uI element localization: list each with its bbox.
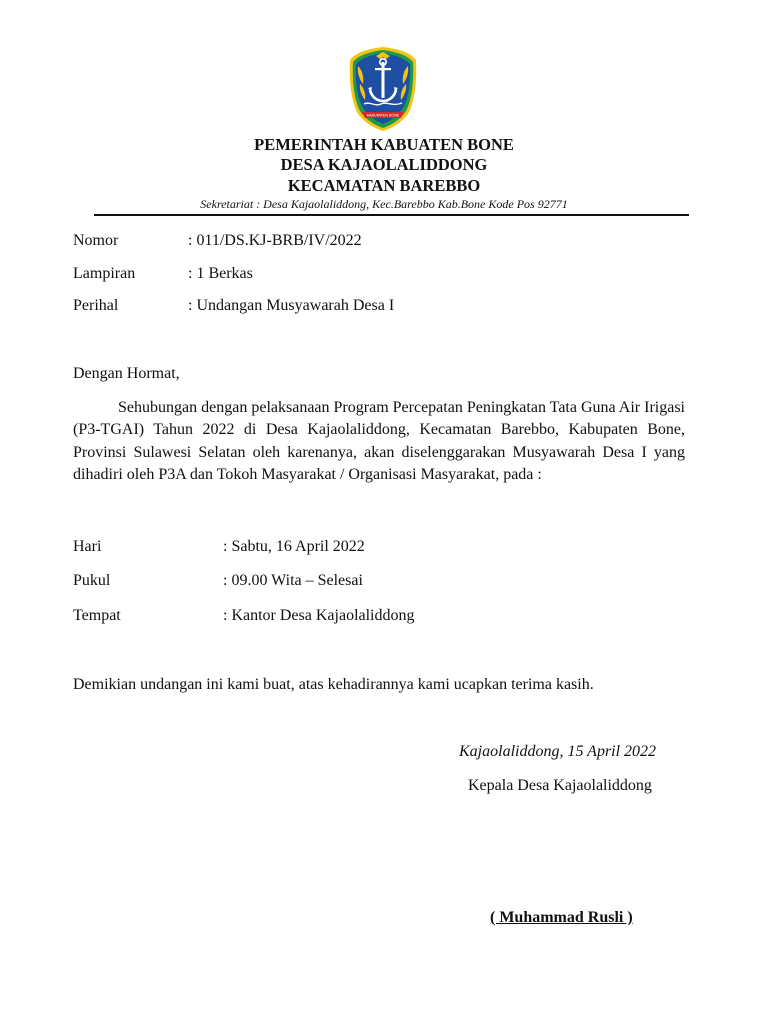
signature-place-date: Kajaolaliddong, 15 April 2022 bbox=[459, 743, 657, 760]
hari-label: Hari bbox=[73, 538, 102, 555]
letterhead-government: PEMERINTAH KABUATEN BONE bbox=[254, 135, 514, 154]
signatory-name: ( Muhammad Rusli ) bbox=[490, 909, 633, 926]
greeting: Dengan Hormat, bbox=[73, 365, 180, 382]
perihal-value: : Undangan Musyawarah Desa I bbox=[188, 297, 395, 314]
tempat-value: : Kantor Desa Kajaolaliddong bbox=[223, 607, 415, 624]
hari-value: : Sabtu, 16 April 2022 bbox=[223, 538, 365, 555]
letterhead-village: DESA KAJAOLALIDDONG bbox=[280, 155, 488, 174]
letterhead-address: Sekretariat : Desa Kajaolaliddong, Kec.Barebbo Kab.Bone Kode Pos 92771 bbox=[200, 197, 568, 211]
letterhead-district: KECAMATAN BAREBBO bbox=[287, 176, 481, 195]
nomor-label: Nomor bbox=[73, 232, 119, 249]
logo-ribbon-text: KABUPATEN BONE bbox=[366, 113, 400, 118]
tempat-label: Tempat bbox=[73, 607, 121, 624]
letterhead-divider bbox=[94, 214, 689, 216]
signature-position: Kepala Desa Kajaolaliddong bbox=[468, 777, 652, 794]
nomor-value: : 011/DS.KJ-BRB/IV/2022 bbox=[188, 232, 362, 249]
pukul-value: : 09.00 Wita – Selesai bbox=[223, 572, 363, 589]
closing-sentence: Demikian undangan ini kami buat, atas kehadirannya kami ucapkan terima kasih. bbox=[73, 676, 594, 693]
perihal-label: Perihal bbox=[73, 297, 119, 314]
lampiran-value: : 1 Berkas bbox=[188, 265, 253, 282]
kabupaten-bone-emblem bbox=[348, 46, 418, 132]
letter-body: Sehubungan dengan pelaksanaan Program Percepatan Peningkatan Tata Guna Air Irigasi (P3-TGAI) Tahun 2022 di Desa Kajaolaliddong, Kecamatan Barebbo, Kabupaten Bone, Provinsi Sulawesi Selatan oleh karenanya, akan diselenggarakan Musyawarah Desa I yang dihadiri oleh P3A dan Tokoh Masyarakat / Organisasi Masyarakat, pada : bbox=[73, 399, 685, 483]
pukul-label: Pukul bbox=[73, 572, 111, 589]
lampiran-label: Lampiran bbox=[73, 265, 136, 282]
